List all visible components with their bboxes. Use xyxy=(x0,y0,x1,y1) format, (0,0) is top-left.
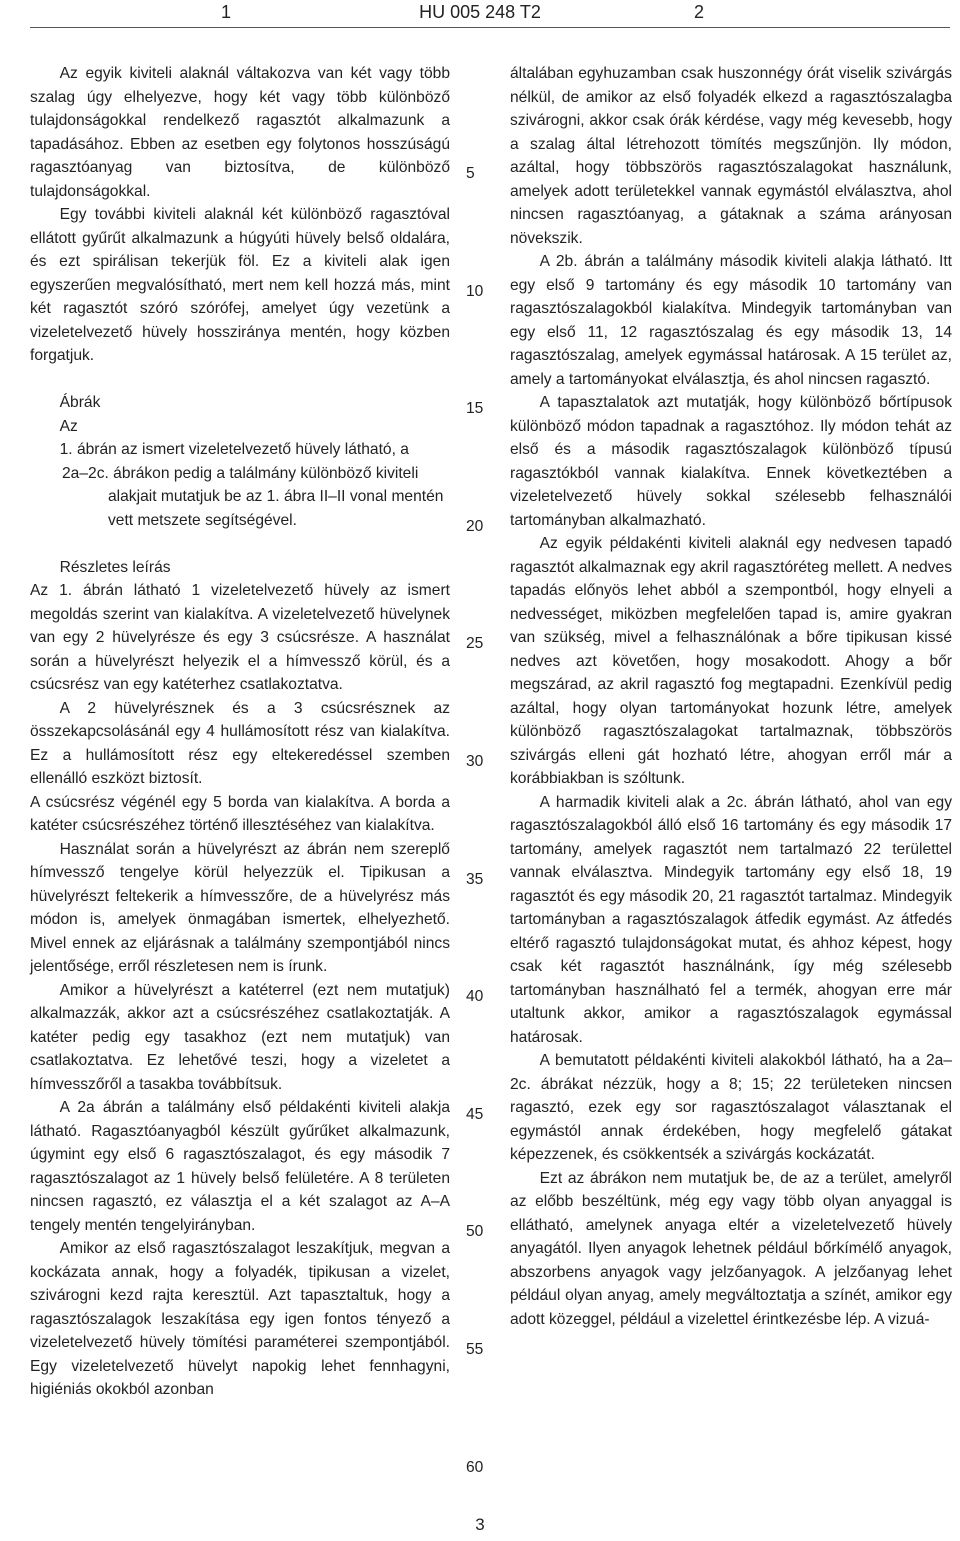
header-rule xyxy=(30,27,950,28)
paragraph: A 2b. ábrán a találmány második kiviteli alakja látható. Itt egy első 9 tartomány és egy második 10 tartomány van ragasztószalagokból kialakítva. Mindegyik tartományban van egy első 11, 12 ragasztószalag és egy második 13, 14 ragasztószalag, amelyek egymással határosak. A 15 terület az, amely a tartományokat elválasztja, és ahol nincsen ragasztó. xyxy=(510,253,952,388)
line-number: 10 xyxy=(466,282,484,300)
line-number: 30 xyxy=(466,753,484,770)
paragraph: A csúcsrész végénél egy 5 borda van kialakítva. A borda a katéter csúcsrészéhez történő illesztéséhez van kialakítva. xyxy=(30,793,450,834)
header-document-id: HU 005 248 T2 xyxy=(419,2,541,22)
paragraph: A tapasztalatok azt mutatják, hogy különböző bőrtípusok különböző módon tapadnak a ragasztóhoz. Ily módon tehát az első és a második ragasztószalagok különböző típusú ragasztókból vannak kialakítva. Ennek következtében a vizeletelvezető hüvely sokkal szélesebb felhasználói tartományban alkalmazható. xyxy=(510,394,952,529)
paragraph: Egy további kiviteli alaknál két különböző ragasztóval ellátott gyűrűt alkalmazunk a húgyúti hüvely belső oldalára, és ezt spirálisan tekerjük föl. Ez a kiviteli alak igen egyszerűen megvalósítható, mert nem kell hozzá más, mint két ragasztót szóró szórófej, amelyet úgy vezetünk a vizeletelvezető hüvely hossziránya mentén, hogy közben forgatjuk. xyxy=(30,206,450,364)
paragraph: A harmadik kiviteli alak a 2c. ábrán látható, ahol van egy ragasztószalagokból álló első 16 tartomány és egy második 17 tartomány, amelyek ragasztót nem tartalmazó 22 területtel vannak elválasztva. Mindegyik tartomány egy első 18, 19 ragasztót és egy második 20, 21 ragasztót tartalmaz. Mindegyik tartományban a ragasztószalagok átfedik egymást. Az átfedés eltérő ragasztó tulajdonságokat mutat, és ahhoz képest, hogy csak két ragasztót használnánk, így még szélesebb tartományban használható fel a termék, ahogyan erre már utaltunk akkor, amikor a ragasztószalagok egymással határosak. xyxy=(510,793,952,1046)
paragraph: általában egyhuzamban csak huszonnégy órát viselik szivárgás nélkül, de amikor az első folyadék elkezd a ragasztószalagba szivárogni, akkor csak órák kérdése, vagy még kevesebb, hogy a szalag által létrehozott tömítés megszűnjön. Ily módon, azáltal, hogy többszörös ragasztószalagokat használunk, amelyek adott területekkel vannak egymástól elválasztva, ahol nincsen ragasztóanyag, a gátaknak a száma arányosan növekszik. xyxy=(510,65,952,247)
paragraph: Ezt az ábrákon nem mutatjuk be, de az a terület, amelyről az előbb beszéltünk, még egy vagy több olyan anyaggal is ellátható, amelynek anyaga eltér a vizeletelvezető hüvely anyagától. Ilyen anyagok lehetnek például bőrkímélő anyagok, abszorbens anyagok vagy jelzőanyagok. A jelzőanyag lehet például olyan anyag, amely megváltoztatja a színét, amikor egy adott közeggel, például a vizelettel érintkezésbe lép. A vizuá- xyxy=(510,1169,952,1328)
paragraph: Az egyik kiviteli alaknál váltakozva van két vagy több szalag úgy elhelyezve, hogy két vagy több különböző tulajdonságokkal rendelkező ragasztót alkalmazunk a tapadásához. Ebben az esetben egy folytonos hosszúságú ragasztóanyag van biztosítva, de különböző tulajdonságokkal. xyxy=(30,65,450,200)
paragraph: Amikor az első ragasztószalagot leszakítjuk, megvan a kockázata annak, hogy a folyadék, tipikusan a vizelet, szivárogni kezd rajta keresztül. Azt tapasztaltuk, hogy a ragasztószalagok leszakítása egy igen fontos tényező a vizeletelvezető hüvely tömítési paraméterei szempontjából. Egy vizeletelvezető hüvelyt napokig lehet fennhagyni, higiéniás okokból azonban xyxy=(30,1240,450,1398)
paragraph: A bemutatott példakénti kiviteli alakokból látható, ha a 2a–2c. ábrákat nézzük, hogy a 8; 15; 22 területeken nincsen ragasztó, ezek egy sor ragasztószalagot választanak el egymástól annak érdekében, hogy megfelelő gátakat képezzenek, és csökkentsék a szivárgás kockázatát. xyxy=(510,1052,952,1163)
paragraph: Az egyik példakénti kiviteli alaknál egy nedvesen tapadó ragasztót alkalmaznak egy akril ragasztóréteg mellett. A nedves tapadás előnyös lehet abból a szempontból, hogy elnyeli a nedvességet, miközben megfelelően tapad is, amire gyakran van szükség, mivel a felhasználónak a bőre tipikusan kissé nedves azt követően, hogy mosakodott. Ahogy a bőr megszárad, az akril ragasztó fog megtapadni. Ezenkívül pedig azáltal, hogy olyan tartományokat hozunk létre, amelyek különböző ragasztószalagokat tartalmaznak, többszörös szivárgás elleni gát hozható létre, ahogyan erről már a korábbiakban is szóltunk. xyxy=(510,535,952,787)
paragraph: Használat során a hüvelyrészt az ábrán nem szereplő hímvessző tengelye körül helyezzük el. Tipikusan a hüvelyrészt feltekerik a hímvesszőre, de a hüvelyrész más módon is, amelyek önmagában ismertek, elhelyezhető. Mivel ennek az eljárásnak a találmány szempontjából nincs jelentősége, erről részletesen nem is írunk. xyxy=(30,840,450,975)
left-column xyxy=(30,62,450,1402)
line-number: 15 xyxy=(466,400,484,418)
paragraph-gap xyxy=(30,532,450,556)
header-right-page-number: 2 xyxy=(694,2,705,22)
line-number: 20 xyxy=(466,517,484,535)
paragraph-gap xyxy=(30,368,450,392)
paragraph: A 2a ábrán a találmány első példakénti kiviteli alakja látható. Ragasztóanyagból készült gyűrűket alkalmazunk, úgymint egy első 6 ragasztószalagot, és egy második 7 ragasztószalagot az 1 hüvely belső felületére. A 8 területen nincsen ragasztó, ez választja el a két szalagot az A–A tengely mentén tengelyirányban. xyxy=(30,1099,450,1234)
heading-line: Ábrák xyxy=(59,394,101,411)
line-number: 50 xyxy=(466,1223,484,1241)
line-number: 60 xyxy=(466,1458,484,1476)
paragraph: A 2 hüvelyrésznek és a 3 csúcsrésznek az összekapcsolásánál egy 4 hullámosított rész van kialakítva. Ez a hullámosított rész egy eltekeredéssel szemben ellenálló eszközt biztosít. xyxy=(30,699,450,787)
heading-line: Az xyxy=(59,417,78,435)
figure-list-item: 2a–2c. ábrákon pedig a találmány különböző kiviteli alakjait mutatjuk be az 1. ábra II–II vonal mentén vett metszete segítségével. xyxy=(62,464,444,529)
line-number: 55 xyxy=(466,1341,484,1358)
line-number: 5 xyxy=(466,165,475,182)
footer-page-number: 3 xyxy=(475,1515,485,1534)
heading-line: 1. ábrán az ismert vizeletelvezető hüvely látható, a xyxy=(59,441,409,458)
line-number: 40 xyxy=(466,988,484,1006)
paragraph: Az 1. ábrán látható 1 vizeletelvezető hüvely az ismert megoldás szerint van kialakítva. A vizeletelvezető hüvelynek van egy 2 hüvelyrésze és egy 3 csúcsrésze. A használat során a hüvelyrészt helyezik el a hímvessző körül, és a csúcsrész van egy katéterhez csatlakoztatva. xyxy=(30,582,450,693)
line-number: 35 xyxy=(466,870,484,888)
heading-line: Részletes leírás xyxy=(59,558,171,576)
paragraph: Amikor a hüvelyrészt a katéterrel (ezt nem mutatjuk) alkalmazzák, akkor azt a csúcsrészéhez csatlakoztatják. A katéter pedig egy tasakhoz (ezt nem mutatjuk) van csatlakoztatva. Ez lehetővé teszi, hogy a vizeletet a hímvesszőről a tasakba továbbítsuk. xyxy=(30,981,450,1093)
line-number: 25 xyxy=(466,635,484,653)
header-left-page-number: 1 xyxy=(221,2,232,22)
line-number: 45 xyxy=(466,1105,484,1123)
right-column xyxy=(510,62,952,1331)
